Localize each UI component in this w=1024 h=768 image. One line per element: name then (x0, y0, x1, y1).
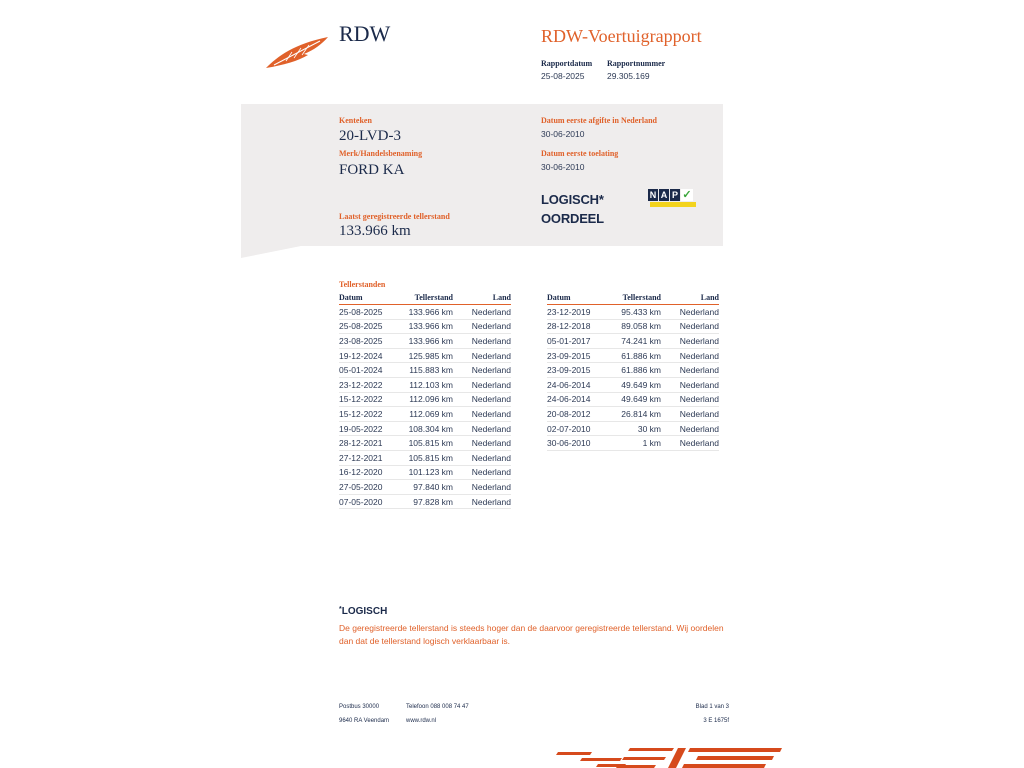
footer-code: 3 E 1675f (703, 718, 729, 724)
row-tellerstand: 61.886 km (609, 348, 661, 363)
row-tellerstand: 1 km (609, 436, 661, 451)
rdw-feather-logo-icon (264, 34, 332, 70)
row-tellerstand: 105.815 km (401, 436, 453, 451)
row-land: Nederland (453, 421, 511, 436)
nap-logo-icon (648, 189, 696, 207)
row-tellerstand: 74.241 km (609, 334, 661, 349)
footer-website-link[interactable]: www.rdw.nl (406, 718, 437, 724)
merk-label: Merk/Handelsbenaming (339, 149, 423, 158)
oordeel-status (541, 190, 604, 228)
table-row (339, 363, 511, 378)
footer-phone: Telefoon 088 008 74 47 (406, 704, 469, 710)
table-row (339, 319, 511, 334)
row-land: Nederland (453, 465, 511, 480)
row-land: Nederland (453, 407, 511, 422)
row-datum: 27-12-2021 (339, 450, 401, 465)
oordeel-line-2: OORDEEL (541, 211, 604, 226)
row-datum: 02-07-2010 (547, 421, 609, 436)
row-datum: 23-12-2022 (339, 377, 401, 392)
row-land: Nederland (453, 392, 511, 407)
row-tellerstand: 105.815 km (401, 450, 453, 465)
tellerstand-value: 133.966 km (339, 223, 411, 239)
row-land: Nederland (661, 436, 719, 451)
row-tellerstand: 97.840 km (401, 480, 453, 495)
afgifte-label: Datum eerste afgifte in Nederland (541, 116, 657, 125)
row-tellerstand: 115.883 km (401, 363, 453, 378)
footer-city: 9640 RA Veendam (339, 718, 390, 724)
table-row (547, 334, 719, 349)
row-tellerstand: 112.103 km (401, 377, 453, 392)
row-land: Nederland (661, 377, 719, 392)
odometer-table-left (339, 292, 511, 509)
column-header-land: Land (453, 292, 511, 305)
column-header-land: Land (661, 292, 719, 305)
row-tellerstand: 108.304 km (401, 421, 453, 436)
kenteken-label: Kenteken (339, 116, 372, 125)
merk-value: FORD KA (339, 162, 405, 178)
table-row (547, 319, 719, 334)
column-header-datum: Datum (339, 292, 401, 305)
row-land: Nederland (453, 305, 511, 320)
row-land: Nederland (661, 363, 719, 378)
row-tellerstand: 112.096 km (401, 392, 453, 407)
row-land: Nederland (661, 319, 719, 334)
row-tellerstand: 133.966 km (401, 305, 453, 320)
vehicle-summary-band (241, 104, 723, 246)
row-datum: 30-06-2010 (547, 436, 609, 451)
tellerstand-label: Laatst geregistreerde tellerstand (339, 212, 450, 221)
table-row (547, 436, 719, 451)
row-land: Nederland (453, 480, 511, 495)
decorative-stripes-icon (552, 744, 784, 768)
row-datum: 28-12-2021 (339, 436, 401, 451)
row-datum: 24-06-2014 (547, 392, 609, 407)
table-row (339, 334, 511, 349)
row-datum: 23-12-2019 (547, 305, 609, 320)
table-row (339, 436, 511, 451)
table-row (547, 305, 719, 320)
row-land: Nederland (453, 436, 511, 451)
row-datum: 16-12-2020 (339, 465, 401, 480)
odometer-table-right (547, 292, 719, 451)
row-tellerstand: 26.814 km (609, 407, 661, 422)
table-row (339, 421, 511, 436)
table-row (339, 377, 511, 392)
nap-letter-n: N (649, 190, 657, 200)
row-land: Nederland (661, 392, 719, 407)
table-row (547, 363, 719, 378)
row-datum: 23-08-2025 (339, 334, 401, 349)
row-datum: 05-01-2024 (339, 363, 401, 378)
rapportnummer-value: 29.305.169 (607, 71, 650, 81)
row-datum: 05-01-2017 (547, 334, 609, 349)
row-land: Nederland (453, 334, 511, 349)
column-header-tellerstand: Tellerstand (401, 292, 453, 305)
table-row (339, 407, 511, 422)
row-tellerstand: 95.433 km (609, 305, 661, 320)
row-datum: 19-05-2022 (339, 421, 401, 436)
row-tellerstand: 61.886 km (609, 363, 661, 378)
row-land: Nederland (661, 334, 719, 349)
row-land: Nederland (453, 319, 511, 334)
row-datum: 25-08-2025 (339, 319, 401, 334)
table-row (547, 421, 719, 436)
table-row (339, 465, 511, 480)
odometer-section-title: Tellerstanden (339, 280, 386, 289)
row-tellerstand: 133.966 km (401, 334, 453, 349)
footer-postbus: Postbus 30000 (339, 704, 380, 710)
rapportdatum-value: 25-08-2025 (541, 71, 585, 81)
report-title: RDW-Voertuigrapport (541, 26, 702, 46)
row-tellerstand: 49.649 km (609, 377, 661, 392)
brand-name: RDW (339, 21, 391, 46)
rapportdatum-label: Rapportdatum (541, 59, 593, 68)
nap-letter-a: A (660, 190, 668, 200)
table-row (547, 377, 719, 392)
table-row (339, 480, 511, 495)
footer-page-number: Blad 1 van 3 (695, 704, 729, 710)
row-datum: 07-05-2020 (339, 494, 401, 509)
footnote-title (339, 606, 387, 617)
footnote-star: * (339, 606, 342, 613)
row-tellerstand: 97.828 km (401, 494, 453, 509)
row-land: Nederland (453, 348, 511, 363)
row-tellerstand: 125.985 km (401, 348, 453, 363)
footnote-title-text: LOGISCH (341, 606, 388, 617)
nap-check-icon: ✓ (682, 189, 692, 201)
row-land: Nederland (661, 407, 719, 422)
row-tellerstand: 89.058 km (609, 319, 661, 334)
row-datum: 28-12-2018 (547, 319, 609, 334)
row-datum: 27-05-2020 (339, 480, 401, 495)
table-row (547, 392, 719, 407)
table-row (339, 494, 511, 509)
table-row (547, 407, 719, 422)
table-row (339, 392, 511, 407)
row-tellerstand: 133.966 km (401, 319, 453, 334)
row-land: Nederland (661, 421, 719, 436)
row-datum: 25-08-2025 (339, 305, 401, 320)
column-header-tellerstand: Tellerstand (609, 292, 661, 305)
kenteken-value: 20-LVD-3 (339, 128, 401, 144)
table-row (339, 348, 511, 363)
row-tellerstand: 49.649 km (609, 392, 661, 407)
band-tab-decoration (241, 246, 301, 258)
nap-letter-p: P (671, 190, 678, 200)
row-land: Nederland (453, 450, 511, 465)
row-datum: 19-12-2024 (339, 348, 401, 363)
row-tellerstand: 112.069 km (401, 407, 453, 422)
oordeel-line-1: LOGISCH* (541, 192, 604, 207)
row-datum: 15-12-2022 (339, 407, 401, 422)
rapportnummer-label: Rapportnummer (607, 59, 666, 68)
toelating-label: Datum eerste toelating (541, 149, 619, 158)
row-land: Nederland (661, 348, 719, 363)
row-land: Nederland (453, 363, 511, 378)
row-tellerstand: 101.123 km (401, 465, 453, 480)
row-tellerstand: 30 km (609, 421, 661, 436)
table-row (339, 450, 511, 465)
row-land: Nederland (453, 377, 511, 392)
row-datum: 15-12-2022 (339, 392, 401, 407)
row-datum: 23-09-2015 (547, 348, 609, 363)
row-datum: 24-06-2014 (547, 377, 609, 392)
footnote-text: De geregistreerde tellerstand is steeds hoger dan de daarvoor geregistreerde tellerstand. Wij oordelen dan dat de tellerstand logisch verklaarbaar is. (339, 623, 724, 646)
row-land: Nederland (661, 305, 719, 320)
toelating-value: 30-06-2010 (541, 162, 585, 172)
table-row (547, 348, 719, 363)
row-datum: 20-08-2012 (547, 407, 609, 422)
row-land: Nederland (453, 494, 511, 509)
column-header-datum: Datum (547, 292, 609, 305)
afgifte-value: 30-06-2010 (541, 129, 585, 139)
table-row (339, 305, 511, 320)
row-datum: 23-09-2015 (547, 363, 609, 378)
